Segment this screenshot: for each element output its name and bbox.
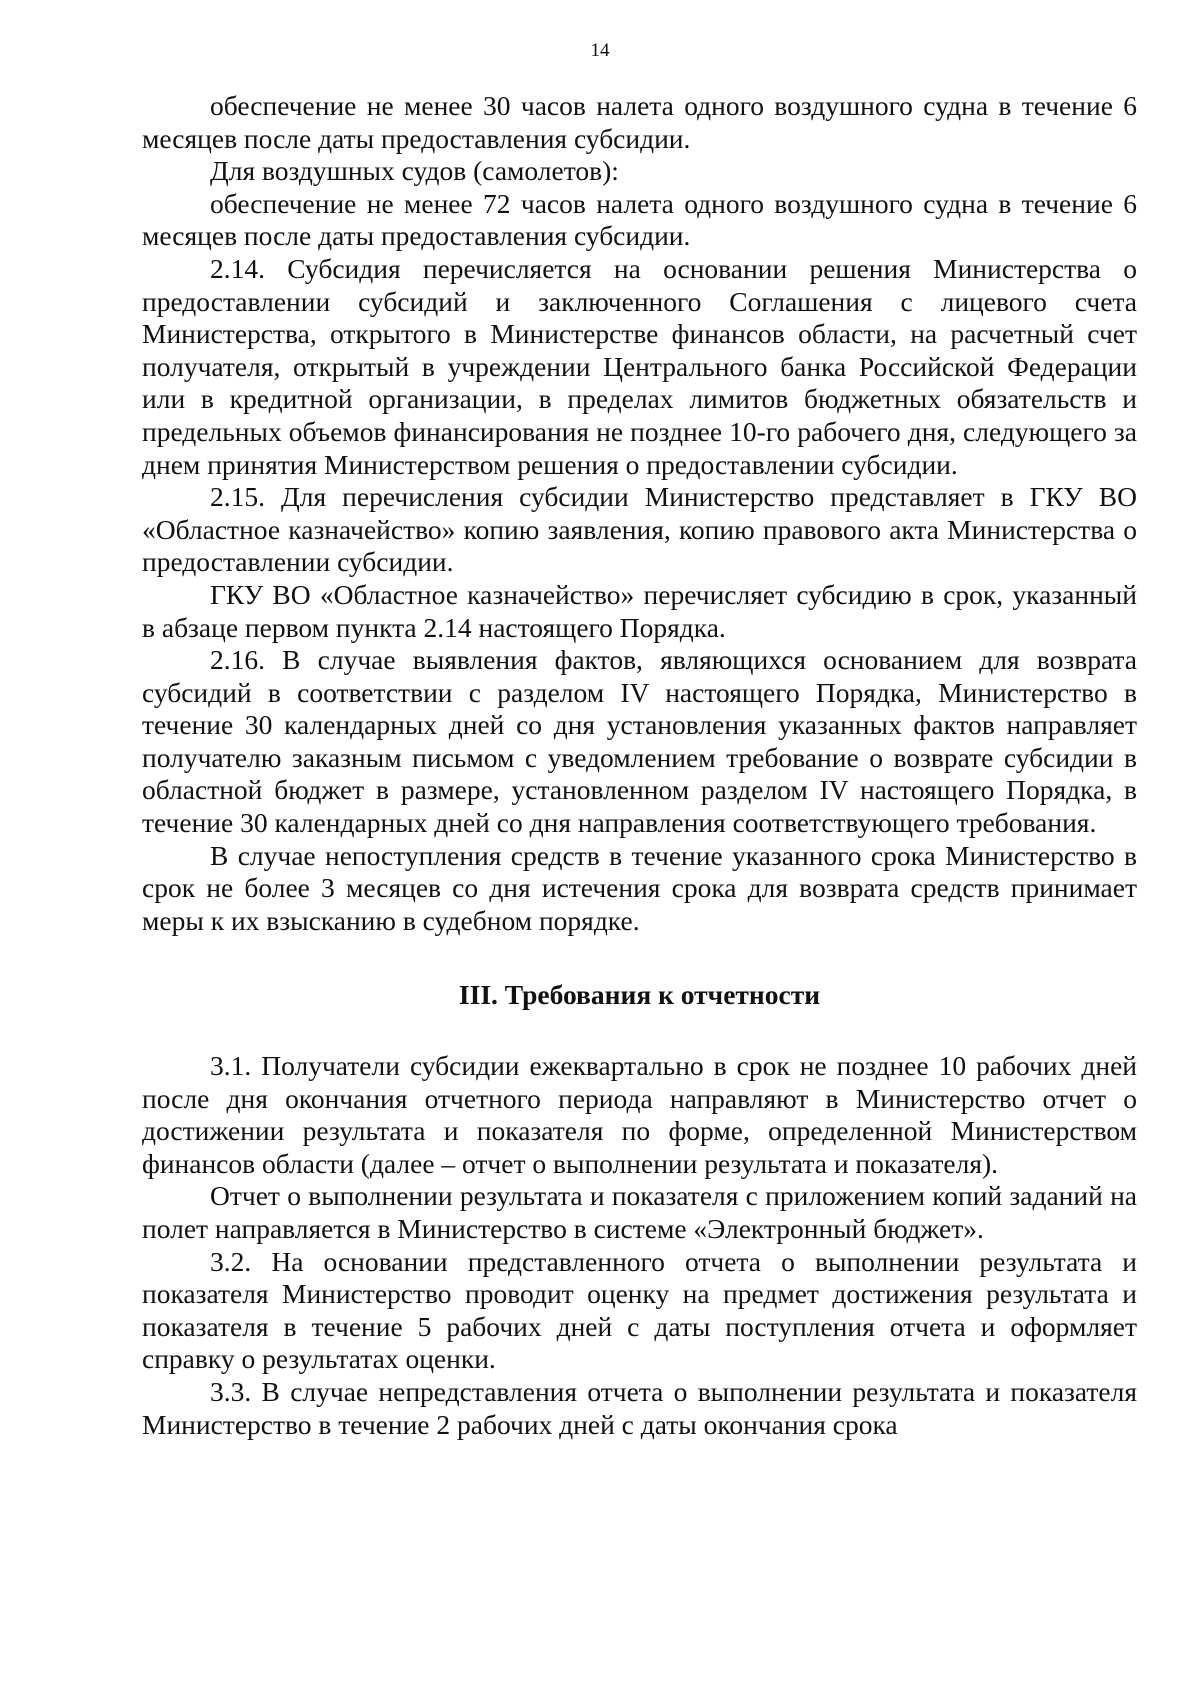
section-heading: III. Требования к отчетности (458, 979, 821, 1011)
paragraph-2-15: 2.15. Для перечисления субсидии Министерство представляет в ГКУ ВО «Областное казначейство» копию заявления, копию правового акта Министерства о предоставлении субсидии. (142, 481, 1137, 578)
paragraph: В случае непоступления средств в течение указанного срока Министерство в срок не более 3 месяцев со дня истечения срока для возврата средств принимает меры к их взысканию в судебном порядке. (142, 839, 1137, 936)
paragraph-2-14: 2.14. Субсидия перечисляется на основании решения Министерства о предоставлении субсидий и заключенного Соглашения с лицевого счета Министерства, открытого в Министерстве финансов области, на расчетный счет получателя, открытый в учреждении Центрального банка Российской Федерации или в кредитной организации, в пределах лимитов бюджетных обязательств и предельных объемов финансирования не позднее 10-го рабочего дня, следующего за днем принятия Министерством решения о предоставлении субсидии. (142, 252, 1137, 480)
paragraph-3-1: 3.1. Получатели субсидии ежеквартально в срок не позднее 10 рабочих дней после дня окончания отчетного периода направляют в Министерство отчет о достижении результата и показателя по форме, определенной Министерством финансов области (далее – отчет о выполнении результата и показателя). (142, 1050, 1137, 1179)
paragraph: ГКУ ВО «Областное казначейство» перечисляет субсидию в срок, указанный в абзаце первом пункта 2.14 настоящего Порядка. (142, 578, 1137, 643)
paragraph: Для воздушных судов (самолетов): (210, 155, 619, 187)
paragraph-3-2: 3.2. На основании представленного отчета о выполнении результата и показателя Министерство проводит оценку на предмет достижения результата и показателя в течение 5 рабочих дней с даты поступления отчета и оформляет справку о результатах оценки. (142, 1245, 1137, 1375)
paragraph: обеспечение не менее 30 часов налета одного воздушного судна в течение 6 месяцев после даты предоставления субсидии. (142, 90, 1137, 154)
paragraph-3-3: 3.3. В случае непредставления отчета о выполнении результата и показателя Министерство в течение 2 рабочих дней с даты окончания срока (142, 1375, 1137, 1440)
paragraph-2-16: 2.16. В случае выявления фактов, являющихся основанием для возврата субсидий в соответствии с разделом IV настоящего Порядка, Министерство в течение 30 календарных дней со дня установления указанных фактов направляет получателю заказным письмом с уведомлением требование о возврате субсидии в областной бюджет в размере, установленном разделом IV настоящего Порядка, в течение 30 календарных дней со дня направления соответствующего требования. (142, 644, 1137, 839)
paragraph: Отчет о выполнении результата и показателя с приложением копий заданий на полет направляется в Министерство в системе «Электронный бюджет». (142, 1180, 1137, 1244)
paragraph: обеспечение не менее 72 часов налета одного воздушного судна в течение 6 месяцев после даты предоставления субсидии. (142, 187, 1137, 252)
page-number: 14 (590, 40, 610, 61)
document-body (142, 90, 1137, 1441)
